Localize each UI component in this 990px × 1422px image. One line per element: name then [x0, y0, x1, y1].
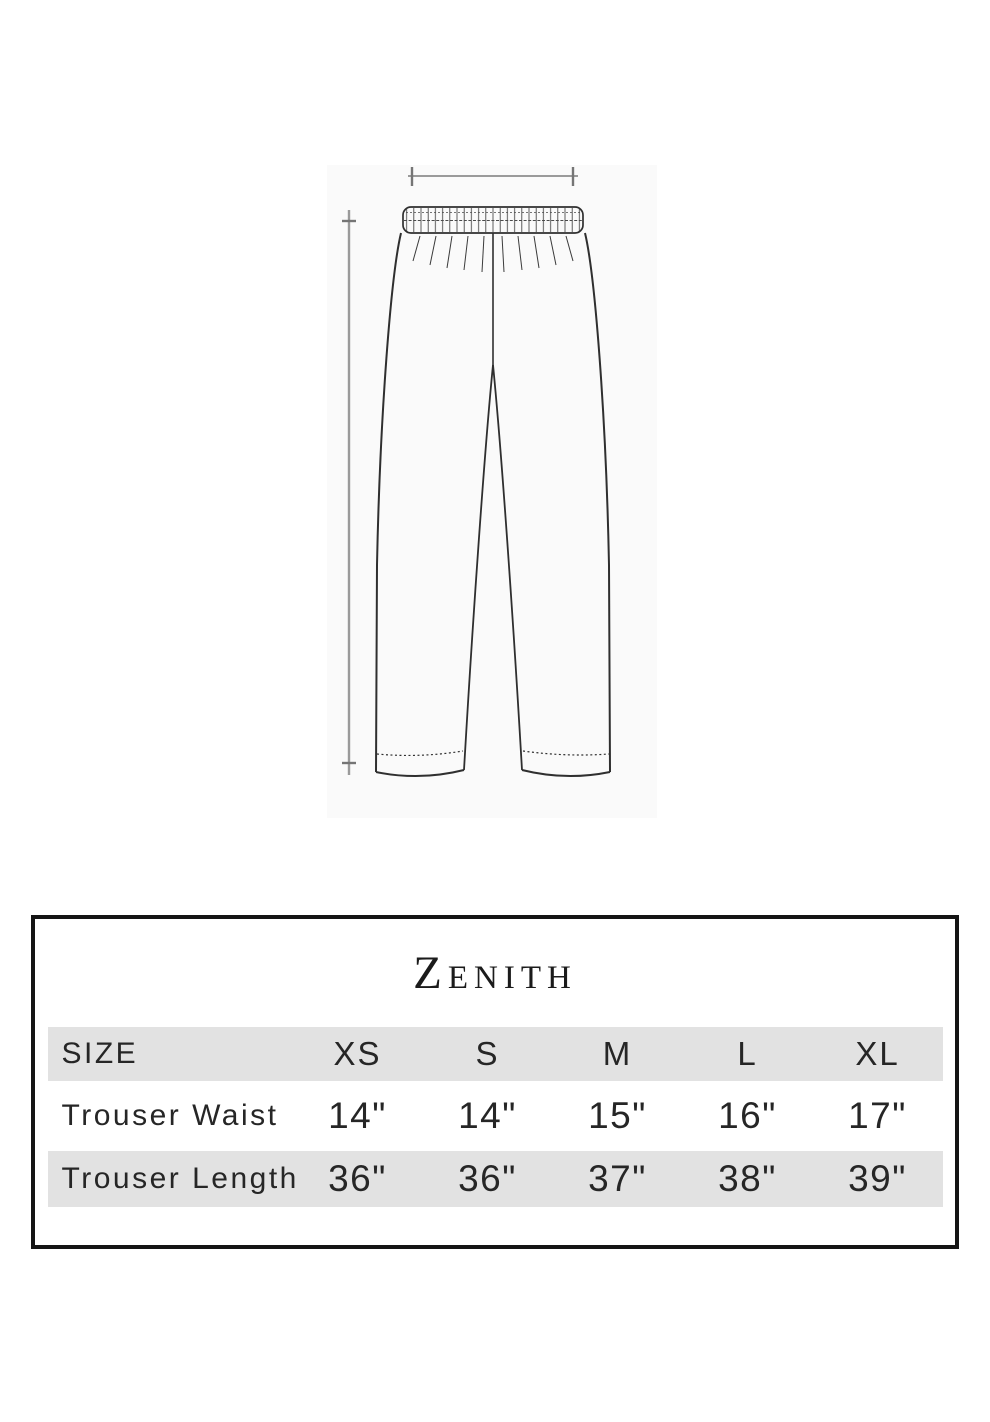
- size-header-row: [48, 1027, 943, 1081]
- waist-xs: 14": [328, 1095, 387, 1136]
- length-s: 36": [458, 1158, 517, 1199]
- waist-s: 14": [458, 1095, 517, 1136]
- waist-m: 15": [588, 1095, 647, 1136]
- length-m: 37": [588, 1158, 647, 1199]
- trouser-technical-drawing: [327, 165, 657, 818]
- right-inner-seam: [493, 365, 522, 770]
- trouser-flat-sketch-figure: [327, 165, 657, 818]
- trouser-waist-row: [48, 1081, 943, 1151]
- waist-xl: 17": [848, 1095, 907, 1136]
- trouser-length-measure-line: [342, 210, 356, 775]
- header-size: SIZE: [61, 1037, 139, 1070]
- left-outer-seam: [376, 233, 401, 772]
- waist-row-label: Trouser Waist: [61, 1099, 279, 1132]
- trouser-length-row: [48, 1151, 943, 1207]
- left-hem-stitch: [377, 751, 463, 755]
- left-hem: [376, 770, 464, 776]
- waist-l: 16": [718, 1095, 777, 1136]
- right-hem-stitch: [523, 751, 609, 755]
- size-chart: [31, 915, 959, 1249]
- brand-title: Zenith: [413, 947, 577, 999]
- header-l: L: [737, 1035, 758, 1072]
- length-row-label: Trouser Length: [61, 1162, 299, 1195]
- length-xl: 39": [848, 1158, 907, 1199]
- header-xl: XL: [855, 1035, 900, 1072]
- right-outer-seam: [585, 233, 610, 772]
- trouser-outline: [376, 233, 610, 776]
- header-m: M: [602, 1035, 633, 1072]
- header-s: S: [475, 1035, 500, 1072]
- right-hem: [522, 770, 610, 776]
- left-inner-seam: [464, 365, 493, 770]
- length-l: 38": [718, 1158, 777, 1199]
- header-xs: XS: [333, 1035, 382, 1072]
- waistband: [403, 207, 583, 233]
- length-xs: 36": [328, 1158, 387, 1199]
- waist-width-measure-line: [408, 167, 578, 186]
